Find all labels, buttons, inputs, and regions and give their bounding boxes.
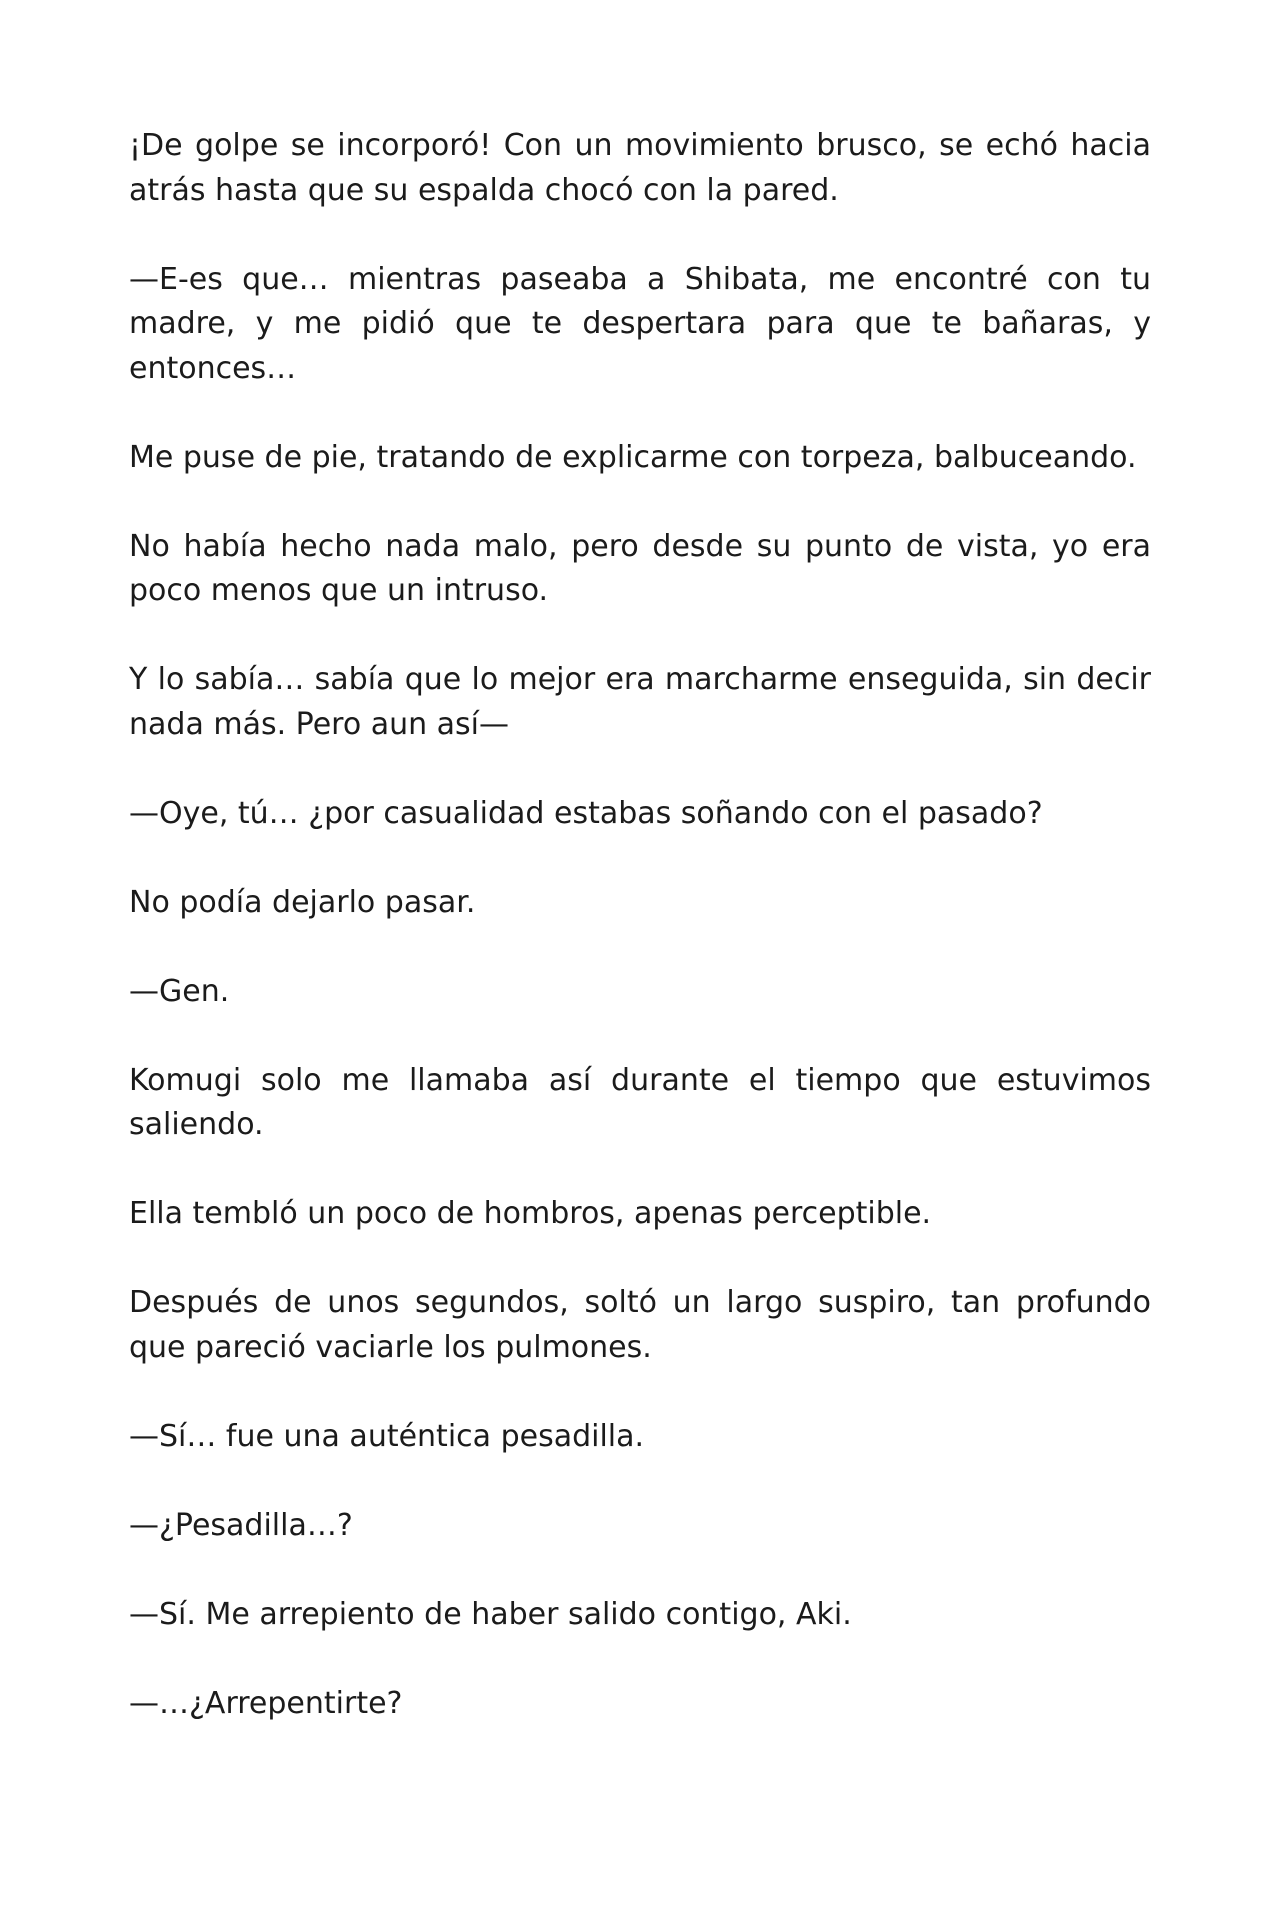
paragraph: No había hecho nada malo, pero desde su punto de vista, yo era poco menos que un intruso. xyxy=(129,528,1151,608)
paragraph: Komugi solo me llamaba así durante el tiempo que estuvimos saliendo. xyxy=(129,1062,1151,1142)
paragraph: —Gen. xyxy=(129,973,230,1009)
body-text xyxy=(129,124,1151,1771)
paragraph: —E-es que… mientras paseaba a Shibata, me encontré con tu madre, y me pidió que te despertara para que te bañaras, y entonces… xyxy=(129,261,1151,386)
paragraph: Después de unos segundos, soltó un largo suspiro, tan profundo que pareció vaciarle los pulmones. xyxy=(129,1285,1151,1365)
paragraph: Y lo sabía… sabía que lo mejor era marcharme enseguida, sin decir nada más. Pero aun así— xyxy=(129,662,1151,742)
paragraph: ¡De golpe se incorporó! Con un movimiento brusco, se echó hacia atrás hasta que su espalda chocó con la pared. xyxy=(129,128,1151,208)
paragraph: —Oye, tú… ¿por casualidad estabas soñando con el pasado? xyxy=(129,795,1043,831)
paragraph: Ella tembló un poco de hombros, apenas perceptible. xyxy=(129,1196,932,1231)
paragraph: No podía dejarlo pasar. xyxy=(129,884,476,920)
paragraph: —Sí… fue una auténtica pesadilla. xyxy=(129,1418,645,1454)
paragraph: —Sí. Me arrepiento de haber salido contigo, Aki. xyxy=(129,1596,852,1632)
paragraph: Me puse de pie, tratando de explicarme con torpeza, balbuceando. xyxy=(129,439,1137,475)
paragraph: —¿Pesadilla…? xyxy=(129,1507,353,1543)
paragraph: —…¿Arrepentirte? xyxy=(129,1685,403,1721)
